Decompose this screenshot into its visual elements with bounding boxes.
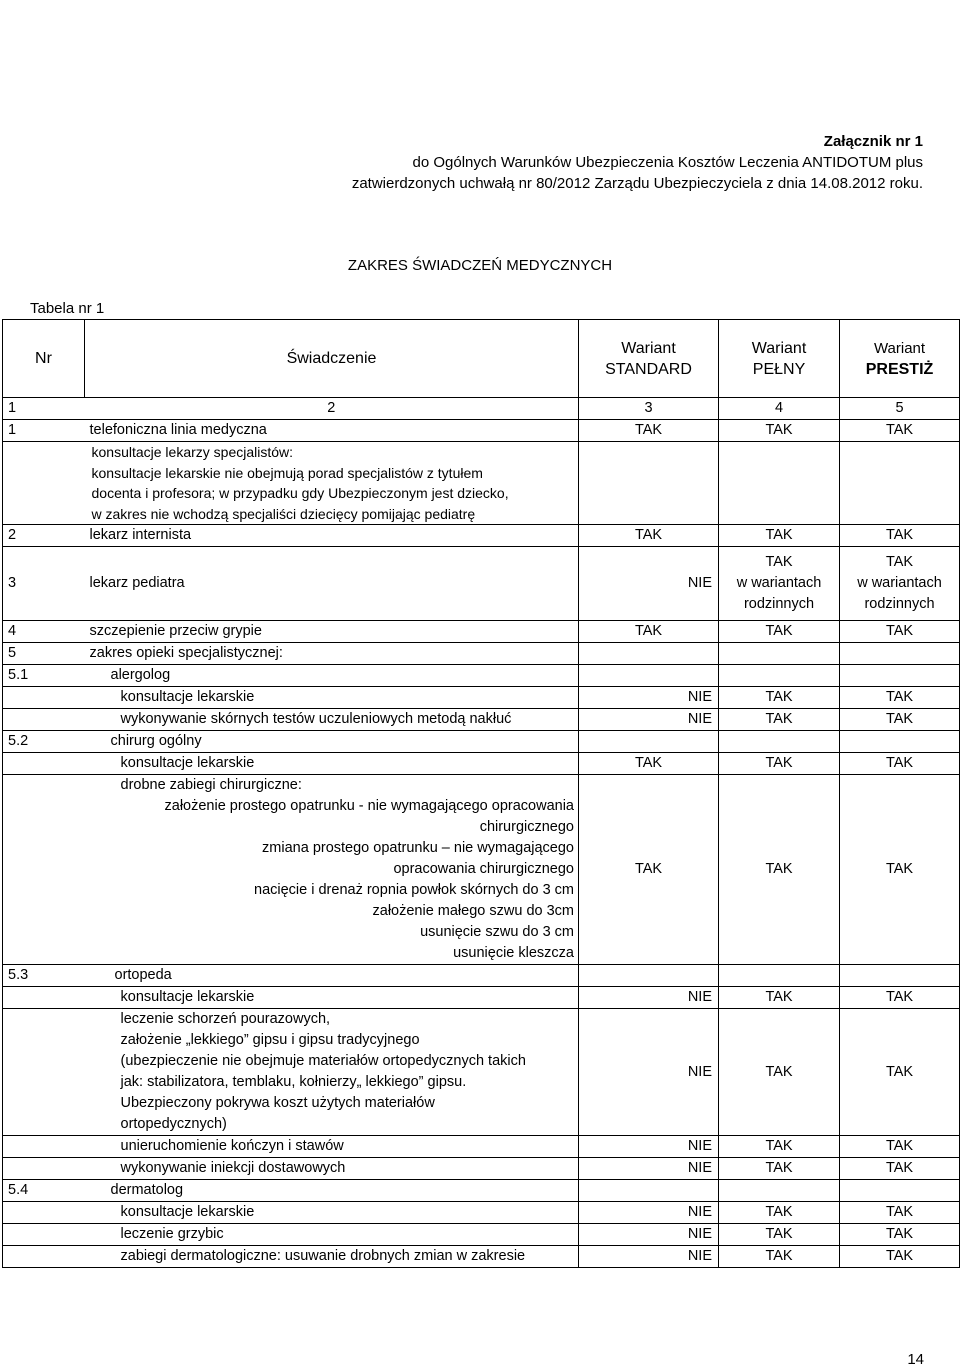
annex-line-2: do Ogólnych Warunków Ubezpieczenia Kosztów Leczenia ANTIDOTUM plus xyxy=(412,154,923,171)
table-cell xyxy=(3,1136,85,1158)
table-row xyxy=(3,621,960,643)
table-cell: szczepienie przeciw grypie xyxy=(85,621,579,643)
table-cell: alergolog xyxy=(85,665,579,687)
table-cell: TAK xyxy=(840,709,960,731)
table-cell xyxy=(719,442,840,525)
column-number-row xyxy=(3,398,960,420)
table-cell: leczenie grzybic xyxy=(85,1224,579,1246)
table-cell: TAK xyxy=(840,1224,960,1246)
table-cell: lekarz pediatra xyxy=(85,547,579,621)
table-cell: TAK xyxy=(579,775,719,965)
table-cell: TAK w wariantach rodzinnych xyxy=(840,547,960,621)
table-cell: 5 xyxy=(840,398,960,420)
table-cell: konsultacje lekarskie xyxy=(85,1202,579,1224)
table-row xyxy=(3,775,960,965)
table-cell: zabiegi dermatologiczne: usuwanie drobnych zmian w zakresie xyxy=(85,1246,579,1268)
table-cell: TAK xyxy=(840,1246,960,1268)
table-cell: chirurg ogólny xyxy=(85,731,579,753)
table-cell xyxy=(579,643,719,665)
table-cell: TAK xyxy=(719,1202,840,1224)
table-cell: NIE xyxy=(579,1202,719,1224)
table-cell: TAK xyxy=(840,1009,960,1136)
table-cell: 5 xyxy=(3,643,85,665)
table-cell: TAK xyxy=(579,420,719,442)
table-cell: TAK xyxy=(840,687,960,709)
table-cell: NIE xyxy=(579,709,719,731)
table-cell xyxy=(3,1158,85,1180)
table-cell: dermatolog xyxy=(85,1180,579,1202)
table-cell: NIE xyxy=(579,987,719,1009)
table-cell: NIE xyxy=(579,1224,719,1246)
table-cell: TAK xyxy=(719,525,840,547)
table-row xyxy=(3,709,960,731)
table-cell xyxy=(3,775,85,965)
table-row xyxy=(3,1136,960,1158)
table-cell: 4 xyxy=(3,621,85,643)
table-cell: 2 xyxy=(85,398,579,420)
table-cell xyxy=(579,442,719,525)
table-cell: TAK w wariantach rodzinnych xyxy=(719,547,840,621)
table-cell: TAK xyxy=(840,420,960,442)
table-cell xyxy=(579,731,719,753)
table-cell: TAK xyxy=(840,987,960,1009)
table-cell xyxy=(840,731,960,753)
table-cell xyxy=(840,442,960,525)
table-row xyxy=(3,965,960,987)
table-cell: 5.3 xyxy=(3,965,85,987)
col-service: Świadczenie xyxy=(85,320,579,398)
table-row xyxy=(3,420,960,442)
table-cell: konsultacje lekarskie xyxy=(85,753,579,775)
table-cell: lekarz internista xyxy=(85,525,579,547)
table-cell: TAK xyxy=(840,1202,960,1224)
table-header-row xyxy=(3,320,960,398)
table-cell: zakres opieki specjalistycznej: xyxy=(85,643,579,665)
table-cell: 1 xyxy=(3,420,85,442)
table-cell xyxy=(719,1180,840,1202)
table-cell: 4 xyxy=(719,398,840,420)
table-cell xyxy=(3,1009,85,1136)
table-cell xyxy=(3,987,85,1009)
table-cell: NIE xyxy=(579,1136,719,1158)
table-row xyxy=(3,687,960,709)
table-cell xyxy=(3,709,85,731)
table-row xyxy=(3,1224,960,1246)
table-cell xyxy=(840,1180,960,1202)
table-row xyxy=(3,1202,960,1224)
table-row xyxy=(3,665,960,687)
table-row xyxy=(3,1009,960,1136)
table-cell xyxy=(719,965,840,987)
table-cell: wykonywanie skórnych testów uczuleniowych metodą nakłuć xyxy=(85,709,579,731)
table-cell xyxy=(840,965,960,987)
table-cell: 5.4 xyxy=(3,1180,85,1202)
table-cell: TAK xyxy=(840,1136,960,1158)
table-cell xyxy=(3,1202,85,1224)
table-row xyxy=(3,1158,960,1180)
table-cell: TAK xyxy=(840,775,960,965)
table-row xyxy=(3,525,960,547)
page-number: 14 xyxy=(907,1351,924,1368)
table-row xyxy=(3,753,960,775)
table-cell: 3 xyxy=(579,398,719,420)
col-standard: Wariant STANDARD xyxy=(579,320,719,398)
table-cell: TAK xyxy=(840,621,960,643)
table-cell: TAK xyxy=(719,420,840,442)
benefits-table xyxy=(2,319,960,1268)
table-cell: TAK xyxy=(719,1158,840,1180)
table-cell: NIE xyxy=(579,1009,719,1136)
table-cell: 5.2 xyxy=(3,731,85,753)
table-cell xyxy=(3,1224,85,1246)
table-cell: unieruchomienie kończyn i stawów xyxy=(85,1136,579,1158)
table-row xyxy=(3,643,960,665)
table-cell: NIE xyxy=(579,687,719,709)
table-cell: 3 xyxy=(3,547,85,621)
table-cell: telefoniczna linia medyczna xyxy=(85,420,579,442)
col-prestige: Wariant PRESTIŻ xyxy=(840,320,960,398)
table-cell xyxy=(3,753,85,775)
table-cell: TAK xyxy=(840,753,960,775)
table-cell: konsultacje lekarzy specjalistów: konsultacje lekarskie nie obejmują porad specjalistów z tytułem docenta i profesora; w przypadku gdy Ubezpieczonym jest dziecko, w zakres nie wchodzą specjaliści dziecięcy pomijając pediatrę xyxy=(85,442,579,525)
table-cell: TAK xyxy=(719,687,840,709)
table-cell: TAK xyxy=(719,1246,840,1268)
table-cell: NIE xyxy=(579,1246,719,1268)
table-cell: 2 xyxy=(3,525,85,547)
table-cell: TAK xyxy=(719,1136,840,1158)
table-cell: konsultacje lekarskie xyxy=(85,987,579,1009)
table-cell: ortopeda xyxy=(85,965,579,987)
table-row xyxy=(3,987,960,1009)
col-nr: Nr xyxy=(3,320,85,398)
table-cell: TAK xyxy=(719,987,840,1009)
table-cell xyxy=(719,643,840,665)
table-cell xyxy=(719,665,840,687)
table-row xyxy=(3,442,960,525)
table-cell: drobne zabiegi chirurgiczne: założenie prostego opatrunku - nie wymagającego opracowania chirurgicznego zmiana prostego opatrunku – nie wymagającego opracowania chirurgicznego nacięcie i drenaż ropnia powłok skórnych do 3 cm założenie małego szwu do 3cm usunięcie szwu do 3 cm usunięcie kleszcza xyxy=(85,775,579,965)
table-cell: TAK xyxy=(579,753,719,775)
table-cell xyxy=(579,1180,719,1202)
document-title: ZAKRES ŚWIADCZEŃ MEDYCZNYCH xyxy=(347,257,613,274)
table-cell: konsultacje lekarskie xyxy=(85,687,579,709)
table-cell xyxy=(579,965,719,987)
table-cell: TAK xyxy=(719,709,840,731)
annex-title: Załącznik nr 1 xyxy=(823,133,923,150)
table-row xyxy=(3,547,960,621)
table-cell: TAK xyxy=(719,1224,840,1246)
table-row xyxy=(3,1246,960,1268)
table-cell xyxy=(3,442,85,525)
table-cell: wykonywanie iniekcji dostawowych xyxy=(85,1158,579,1180)
table-cell: NIE xyxy=(579,547,719,621)
table-label: Tabela nr 1 xyxy=(30,300,105,317)
table-cell xyxy=(3,687,85,709)
table-cell: TAK xyxy=(840,1158,960,1180)
table-cell xyxy=(579,665,719,687)
table-cell: TAK xyxy=(719,621,840,643)
table-cell xyxy=(840,643,960,665)
table-cell: NIE xyxy=(579,1158,719,1180)
table-cell xyxy=(3,1246,85,1268)
table-row xyxy=(3,731,960,753)
table-cell xyxy=(719,731,840,753)
table-cell: TAK xyxy=(719,775,840,965)
annex-line-3: zatwierdzonych uchwałą nr 80/2012 Zarządu Ubezpieczyciela z dnia 14.08.2012 roku. xyxy=(351,175,923,192)
table-cell: TAK xyxy=(719,753,840,775)
table-cell: TAK xyxy=(840,525,960,547)
table-cell: 5.1 xyxy=(3,665,85,687)
table-cell xyxy=(840,665,960,687)
table-row xyxy=(3,1180,960,1202)
table-cell: TAK xyxy=(719,1009,840,1136)
table-cell: TAK xyxy=(579,621,719,643)
table-cell: 1 xyxy=(3,398,85,420)
col-full: Wariant PEŁNY xyxy=(719,320,840,398)
table-cell: TAK xyxy=(579,525,719,547)
table-cell: leczenie schorzeń pourazowych, założenie „lekkiego” gipsu i gipsu tradycyjnego (ubezpieczenie nie obejmuje materiałów ortopedycznych takich jak: stabilizatora, temblaku, kołnierzy„ lekkiego” gipsu. Ubezpieczony pokrywa koszt użytych materiałów ortopedycznych) xyxy=(85,1009,579,1136)
